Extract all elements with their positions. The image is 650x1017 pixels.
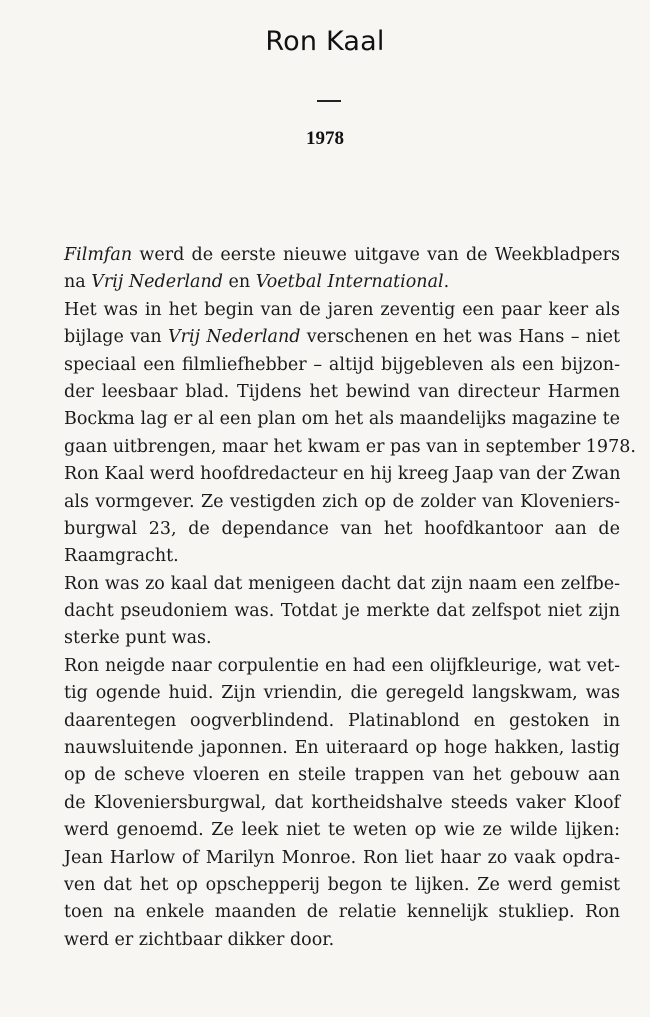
text-run: na (64, 272, 92, 293)
text-run: tig ogende huid. Zijn vriendin, die geregeld langskwam, was (64, 683, 620, 704)
text-run: bijlage van (64, 327, 168, 348)
text-line (64, 762, 620, 789)
paragraph (64, 297, 636, 571)
text-run: Het was in het begin van de jaren zeventig een paar keer als (64, 299, 620, 320)
paragraph (64, 242, 620, 297)
text-run: sterke punt was. (64, 628, 212, 649)
text-line (64, 680, 620, 707)
text-run: dacht pseudoniem was. Totdat je merkte dat zelfspot niet zijn (64, 601, 620, 622)
text-line (64, 872, 620, 899)
italic-title: Vrij Nederland (91, 272, 223, 293)
text-line (64, 516, 620, 543)
text-run: de Kloveniersburgwal, dat kortheidshalve steeds vaker Kloof (64, 792, 620, 813)
text-run: toen na enkele maanden de relatie kennelijk stukliep. Ron (64, 902, 620, 923)
text-run: op de scheve vloeren en steile trappen van het gebouw aan (64, 765, 620, 786)
text-line (64, 899, 620, 926)
italic-title: Vrij Nederland (168, 327, 301, 348)
italic-title: Filmfan (64, 245, 133, 265)
paragraph (64, 653, 620, 954)
text-run: als vormgever. Ze vestigden zich op de zolder van Kloveniers- (64, 491, 620, 512)
text-line (64, 845, 620, 872)
text-run: en (222, 272, 256, 293)
text-run: der leesbaar blad. Tijdens het bewind van directeur Harmen (64, 381, 620, 402)
text-run: Ron Kaal werd hoofdredacteur en hij kreeg Jaap van der Zwan (64, 464, 621, 485)
text-run: werd genoemd. Ze leek niet te weten op wie ze wilde lijken: (64, 820, 620, 841)
text-line (64, 434, 636, 461)
text-run: Bockma lag er al een plan om het als maandelijks magazine te (64, 409, 620, 430)
text-run: daarentegen oogverblindend. Platinablond en gestoken in (64, 710, 620, 731)
text-run: Ron neigde naar corpulentie en had een olijfkleurige, wat vet- (64, 655, 620, 676)
text-line (64, 324, 620, 351)
text-run: nauwsluitende japonnen. En uiteraard op hoge hakken, lastig (64, 738, 620, 759)
text-line (64, 297, 620, 324)
text-line (64, 653, 620, 680)
italic-title: Voetbal International (255, 272, 444, 293)
text-run: Raamgracht. (64, 546, 179, 567)
text-run: werd er zichtbaar dikker door. (64, 929, 335, 950)
text-run: ven dat het op opschepperij begon te lijken. Ze werd gemist (64, 874, 620, 895)
text-line (64, 406, 620, 433)
chapter-year: 1978 (306, 128, 344, 149)
text-line (64, 927, 620, 954)
text-line (64, 625, 620, 652)
text-line (64, 242, 620, 269)
body-text (64, 242, 636, 954)
text-run: werd de eerste nieuwe uitgave van de Weekbladpers (132, 245, 620, 265)
title-dash-rule (317, 100, 341, 102)
text-line (64, 543, 620, 570)
text-line (64, 790, 620, 817)
text-line (64, 269, 620, 296)
text-line (64, 817, 620, 844)
text-run: Ron was zo kaal dat menigeen dacht dat zijn naam een zelfbe- (64, 573, 620, 594)
text-line (64, 352, 620, 379)
text-line (64, 571, 620, 598)
text-line (64, 735, 620, 762)
text-run: verschenen en het was Hans – niet (300, 327, 621, 348)
text-line (64, 379, 620, 406)
paragraph (64, 571, 620, 653)
text-run: . (443, 272, 450, 293)
text-run: speciaal een filmliefhebber – altijd bijgebleven als een bijzon- (64, 354, 620, 375)
text-line (64, 461, 620, 488)
text-line (64, 708, 620, 735)
chapter-title: Ron Kaal (265, 26, 385, 57)
text-run: burgwal 23, de dependance van het hoofdkantoor aan de (64, 518, 620, 539)
text-line (64, 598, 620, 625)
text-run: gaan uitbrengen, maar het kwam er pas van in september 1978. (64, 436, 636, 457)
text-run: Jean Harlow of Marilyn Monroe. Ron liet haar zo vaak opdra- (64, 847, 620, 868)
text-line (64, 489, 620, 516)
